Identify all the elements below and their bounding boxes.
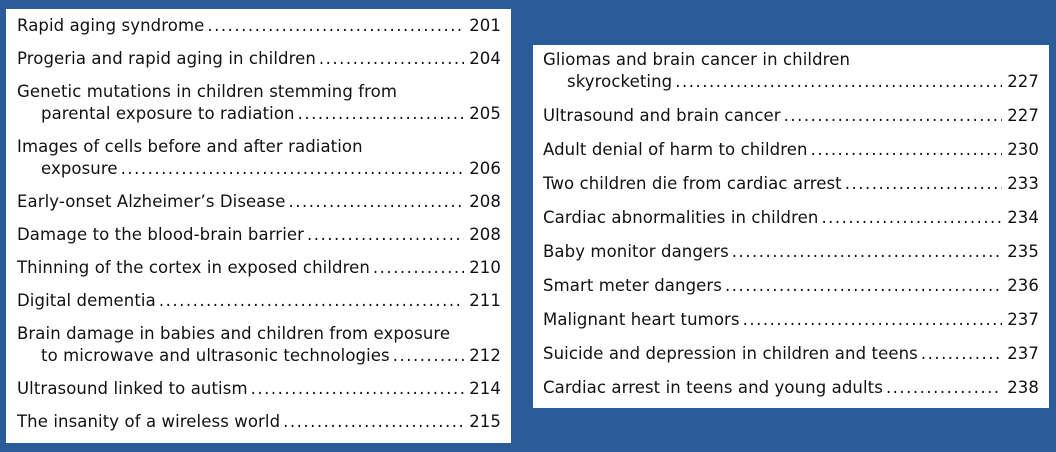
toc-entry-line [17, 411, 501, 433]
dot-leader [743, 309, 1002, 331]
toc-entry-title: parental exposure to radiation [41, 104, 295, 123]
toc-page-number: 230 [1007, 140, 1039, 159]
dot-leader [121, 158, 464, 180]
toc-entry-line [543, 241, 1039, 263]
toc-entry [17, 81, 501, 125]
toc-entry-title: Malignant heart tumors [543, 310, 740, 329]
toc-entry [543, 173, 1039, 195]
toc-entry-line [543, 377, 1039, 399]
toc-entry [543, 343, 1039, 365]
toc-page-number: 206 [469, 159, 501, 178]
toc-entry-line [543, 343, 1039, 365]
toc-entry-title: Progeria and rapid aging in children [17, 49, 316, 68]
toc-entry [543, 309, 1039, 331]
toc-entry-title: Damage to the blood-brain barrier [17, 225, 305, 244]
toc-entry [17, 224, 501, 246]
toc-entry-line [17, 158, 501, 180]
toc-entry [17, 323, 501, 367]
toc-entry-title: Images of cells before and after radiation [17, 137, 363, 156]
toc-entry-line [17, 323, 501, 345]
dot-leader [298, 103, 464, 125]
toc-entry-line [17, 257, 501, 279]
dot-leader [732, 241, 1002, 263]
toc-entry [543, 207, 1039, 229]
toc-entry [17, 257, 501, 279]
toc-entry [543, 139, 1039, 161]
toc-entry-title: Baby monitor dangers [543, 242, 729, 261]
toc-page-number: 235 [1007, 242, 1039, 261]
toc-page-number: 208 [469, 225, 501, 244]
toc-page-number: 205 [469, 104, 501, 123]
toc-page-number: 234 [1007, 208, 1039, 227]
toc-page-number: 215 [469, 412, 501, 431]
toc-entry-line [17, 345, 501, 367]
toc-page-number: 210 [469, 258, 501, 277]
toc-page-number: 238 [1007, 378, 1039, 397]
dot-leader [288, 191, 464, 213]
toc-entry-title: Suicide and depression in children and teens [543, 344, 918, 363]
dot-leader [283, 411, 464, 433]
toc-entry-title: Thinning of the cortex in exposed children [17, 258, 370, 277]
toc-entry-line [543, 207, 1039, 229]
dot-leader [921, 343, 1002, 365]
dot-leader [251, 378, 464, 400]
toc-page-number: 211 [469, 291, 501, 310]
toc-entry [17, 191, 501, 213]
toc-page-number: 227 [1007, 106, 1039, 125]
toc-entry [17, 15, 501, 37]
toc-entry-title: Rapid aging syndrome [17, 16, 205, 35]
toc-entry [543, 241, 1039, 263]
toc-entry-line [17, 290, 501, 312]
toc-entry-line [543, 71, 1039, 93]
toc-entry-title: Genetic mutations in children stemming from [17, 82, 398, 101]
dot-leader [207, 15, 464, 37]
toc-entry-line [543, 173, 1039, 195]
toc-entry [17, 48, 501, 70]
dot-leader [159, 290, 464, 312]
toc-page-number: 204 [469, 49, 501, 68]
dot-leader [319, 48, 464, 70]
toc-entry-title: Smart meter dangers [543, 276, 722, 295]
toc-entry-line [17, 48, 501, 70]
toc-entry-line [17, 103, 501, 125]
toc-entry-line [17, 136, 501, 158]
toc-entry-title: to microwave and ultrasonic technologies [41, 346, 390, 365]
toc-page-number: 201 [469, 16, 501, 35]
toc-page-number: 208 [469, 192, 501, 211]
toc-entry [17, 411, 501, 433]
toc-entry [543, 275, 1039, 297]
toc-entry-line [17, 378, 501, 400]
toc-page-number: 237 [1007, 344, 1039, 363]
toc-entry-title: Brain damage in babies and children from exposure [17, 324, 451, 343]
toc-entry-title: Ultrasound linked to autism [17, 379, 248, 398]
toc-entry-title: The insanity of a wireless world [17, 412, 281, 431]
toc-entry [543, 105, 1039, 127]
toc-entry [17, 378, 501, 400]
dot-leader [393, 345, 464, 367]
toc-entry-line [543, 139, 1039, 161]
toc-entry-title: Cardiac abnormalities in children [543, 208, 819, 227]
toc-entry-title: Early-onset Alzheimer’s Disease [17, 192, 286, 211]
dot-leader [886, 377, 1002, 399]
toc-right-panel [533, 45, 1049, 408]
toc-entry-title: Adult denial of harm to children [543, 140, 808, 159]
toc-entry [17, 290, 501, 312]
toc-entry-line [543, 309, 1039, 331]
toc-entry-title: Two children die from cardiac arrest [543, 174, 842, 193]
toc-entry-title: skyrocketing [567, 72, 673, 91]
toc-page-number: 237 [1007, 310, 1039, 329]
toc-entry-title: exposure [41, 159, 118, 178]
toc-entry-line [543, 275, 1039, 297]
dot-leader [784, 105, 1002, 127]
toc-page-number: 233 [1007, 174, 1039, 193]
toc-page-number: 214 [469, 379, 501, 398]
dot-leader [675, 71, 1002, 93]
dot-leader [821, 207, 1002, 229]
toc-entry-line [543, 105, 1039, 127]
toc-page-number: 227 [1007, 72, 1039, 91]
toc-entry-title: Gliomas and brain cancer in children [543, 50, 850, 69]
toc-entry-line [17, 15, 501, 37]
dot-leader [845, 173, 1002, 195]
toc-page-number: 212 [469, 346, 501, 365]
toc-entry [543, 49, 1039, 93]
toc-left-panel [6, 9, 511, 443]
toc-page-number: 236 [1007, 276, 1039, 295]
toc-entry-line [17, 191, 501, 213]
dot-leader [307, 224, 464, 246]
toc-entry-title: Digital dementia [17, 291, 156, 310]
toc-entry-line [17, 81, 501, 103]
dot-leader [725, 275, 1002, 297]
toc-entry-line [17, 224, 501, 246]
toc-entry-title: Ultrasound and brain cancer [543, 106, 781, 125]
toc-entry-line [543, 49, 1039, 71]
toc-entry [17, 136, 501, 180]
dot-leader [811, 139, 1002, 161]
dot-leader [373, 257, 464, 279]
toc-entry-title: Cardiac arrest in teens and young adults [543, 378, 883, 397]
toc-entry [543, 377, 1039, 399]
